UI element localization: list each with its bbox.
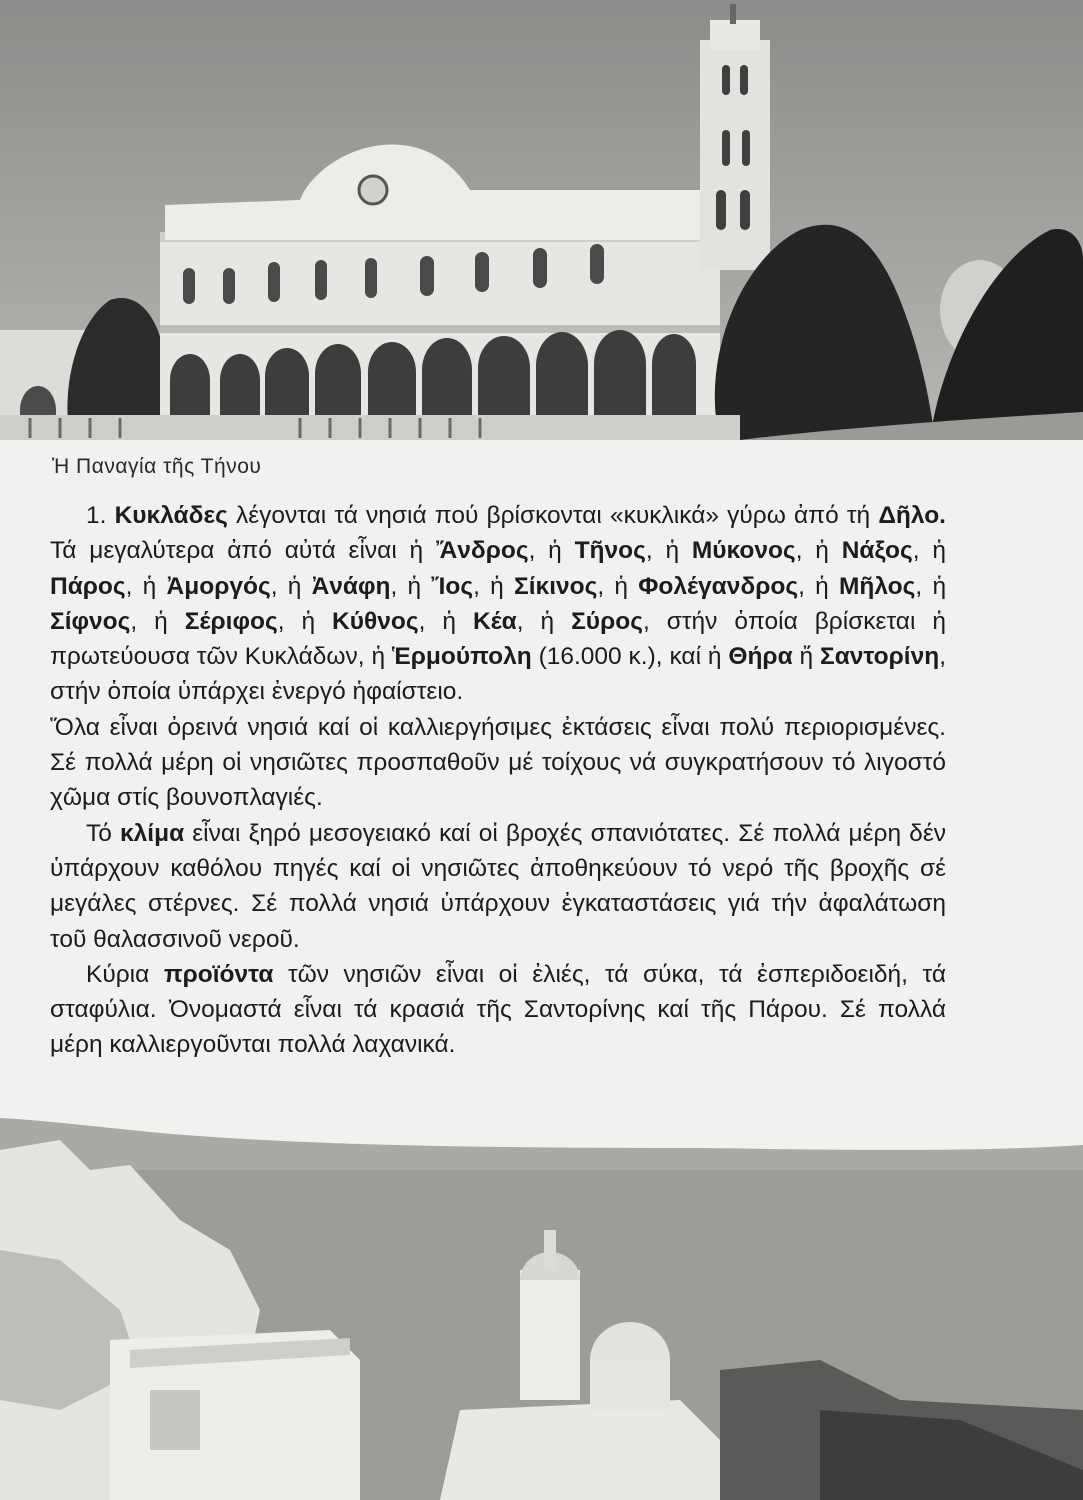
text-run: , ἡ [473, 572, 515, 600]
text-run: Τό [86, 819, 120, 847]
term-serifos: Σέριφος [184, 607, 278, 635]
term-thira: Θήρα [728, 643, 793, 671]
term-andros: Ἄνδρος [435, 537, 529, 565]
text-run: , ἡ [125, 572, 167, 600]
paragraph-terrain: Ὅλα εἶναι ὀρεινά νησιά καί οἱ καλλιεργήσιμες ἐκτάσεις εἶναι πολύ περιορισμένες. Σέ πολλά μέρη οἱ νησιῶτες προσπαθοῦν μέ τοίχους νά συγκρατήσουν τό λιγοστό χῶμα στίς βουνοπλαγιές. [50, 713, 946, 812]
text-run: , ἡ [270, 572, 312, 600]
text-run: , ἡ [798, 572, 839, 600]
text-run: , ἡ [277, 607, 333, 635]
term-amorgos: Ἀμοργός [166, 572, 271, 600]
term-sikinos: Σίκινος [514, 572, 598, 600]
term-delos: Δῆλο. [878, 502, 946, 529]
term-kythnos: Κύθνος [332, 607, 419, 635]
term-tinos: Τῆνος [574, 537, 646, 565]
text-run: τῶν νησιῶν εἶναι οἱ ἐλιές, τά σύκα, τά ἐσπεριδοειδή, τά σταφύλια. Ὀνομαστά εἶναι τά κρασιά τῆς Σαντορίνης καί τῆς Πάρου. Σέ πολλά μέρη καλλιεργοῦνται πολλά λαχανικά. [50, 960, 946, 1059]
term-paros: Πάρος [50, 572, 126, 600]
text-run: , ἡ [516, 607, 572, 635]
text-run: , ἡ [597, 572, 639, 600]
text-run: , ἡ [645, 537, 692, 565]
church-photo [0, 0, 1083, 470]
term-products: προϊόντα [163, 960, 274, 988]
term-milos: Μῆλος [838, 572, 916, 600]
term-mykonos: Μύκονος [691, 537, 796, 565]
term-sifnos: Σίφνος [50, 607, 131, 635]
term-climate: κλίμα [120, 819, 185, 847]
term-cyclades: Κυκλάδες [114, 502, 228, 529]
term-naxos: Νάξος [841, 537, 913, 565]
text-run: Κύρια [86, 960, 164, 988]
term-santorini: Σαντορίνη [820, 643, 940, 671]
term-anafi: Ἀνάφη [311, 572, 391, 600]
text-run: , ἡ [915, 572, 947, 600]
text-run: εἶναι ξηρό μεσογειακό καί οἱ βροχές σπανιότατες. Σέ πολλά μέρη δέν ὑπάρχουν καθόλου πηγές καί οἱ νησιῶτες ἀποθηκεύουν τό νερό τῆς βροχῆς σέ μεγάλες στέρνες. Σέ πολλά νησιά ὑπάρχουν ἐγκαταστάσεις γιά τήν ἀφαλάτωση τοῦ θαλασσινοῦ νεροῦ. [50, 819, 946, 953]
santorini-photo [0, 1110, 1083, 1500]
text-run: Τά μεγαλύτερα ἀπό αὐτά εἶναι ἡ [50, 537, 436, 565]
text-run: (16.000 κ.), καί ἡ [531, 643, 729, 671]
text-run: 1. [86, 502, 115, 529]
paragraph-products [50, 957, 946, 1063]
term-kea: Κέα [472, 607, 517, 635]
text-run: , στήν ὁποία ὑπάρχει ἐνεργό ἡφαίστειο. [50, 643, 946, 706]
article-body [50, 498, 946, 1063]
text-run: , στήν ὁποία βρίσκεται ἡ πρωτεύουσα τῶν Κυκλάδων, ἡ [50, 607, 947, 671]
text-run: , ἡ [418, 607, 473, 635]
photo-caption-tinos: Ἡ Παναγία τῆς Τήνου [52, 455, 262, 478]
term-ermoupoli: Ἑρμούπολη [391, 643, 532, 671]
term-folegandros: Φολέγανδρος [638, 572, 799, 600]
paragraph-cyclades [50, 498, 946, 710]
term-syros: Σύρος [571, 607, 643, 635]
text-run: , ἡ [795, 537, 842, 565]
text-run: , ἡ [130, 607, 185, 635]
text-run: ἤ [792, 643, 821, 671]
paragraph-climate [50, 816, 946, 957]
text-run: , ἡ [528, 537, 575, 565]
text-run: λέγονται τά νησιά πού βρίσκονται «κυκλικά» γύρω ἀπό τή [227, 502, 879, 529]
term-ios: Ἴος [431, 572, 474, 600]
text-run: , ἡ [390, 572, 432, 600]
text-run: , ἡ [912, 537, 946, 565]
